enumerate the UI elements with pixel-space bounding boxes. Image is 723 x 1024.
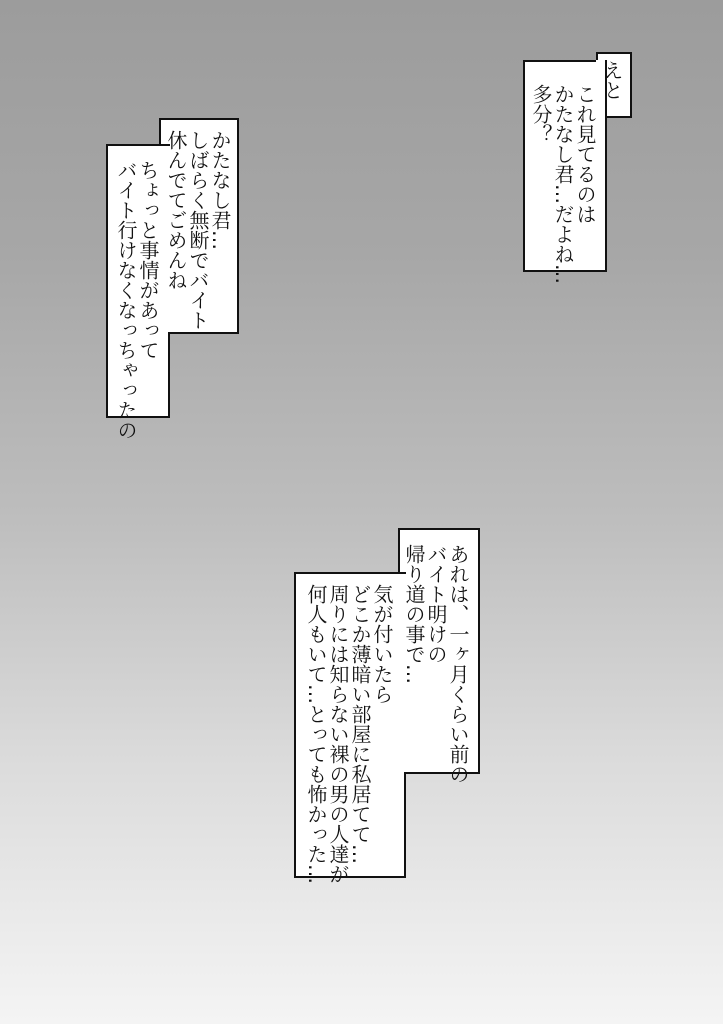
bubble1-line-1: えと (600, 60, 624, 100)
bubble3-line-2: バイト明けの (424, 544, 448, 664)
bubble3-line-5: どこか薄暗い部屋に私居てて… (348, 584, 372, 864)
bubble3-line-7: 何人もいて…とっても怖かった… (304, 584, 328, 884)
bubble2-line-5: バイト行けなくなっちゃったの (114, 160, 138, 440)
bubble2-line-3: 休んでてごめんね (164, 130, 188, 290)
bubble3-line-4: 気が付いたら (370, 584, 394, 704)
bubble2-line-2: しばらく無断でバイト (186, 130, 210, 330)
bubble1-line-3: かたなし君…だよね… (551, 84, 575, 284)
bubble3-line-3: 帰り道の事で… (402, 544, 426, 684)
bubble2-line-1: かたなし君… (208, 130, 232, 250)
bubble1-line-4: 多分？ (529, 84, 553, 144)
bubble3-line-6: 周りには知らない裸の男の人達が (326, 584, 350, 884)
bubble3-line-1: あれは、一ヶ月くらい前の (446, 544, 470, 784)
bubble1-line-2: これ見てるのは (573, 84, 597, 224)
bubble2-line-4: ちょっと事情があって (136, 160, 160, 360)
